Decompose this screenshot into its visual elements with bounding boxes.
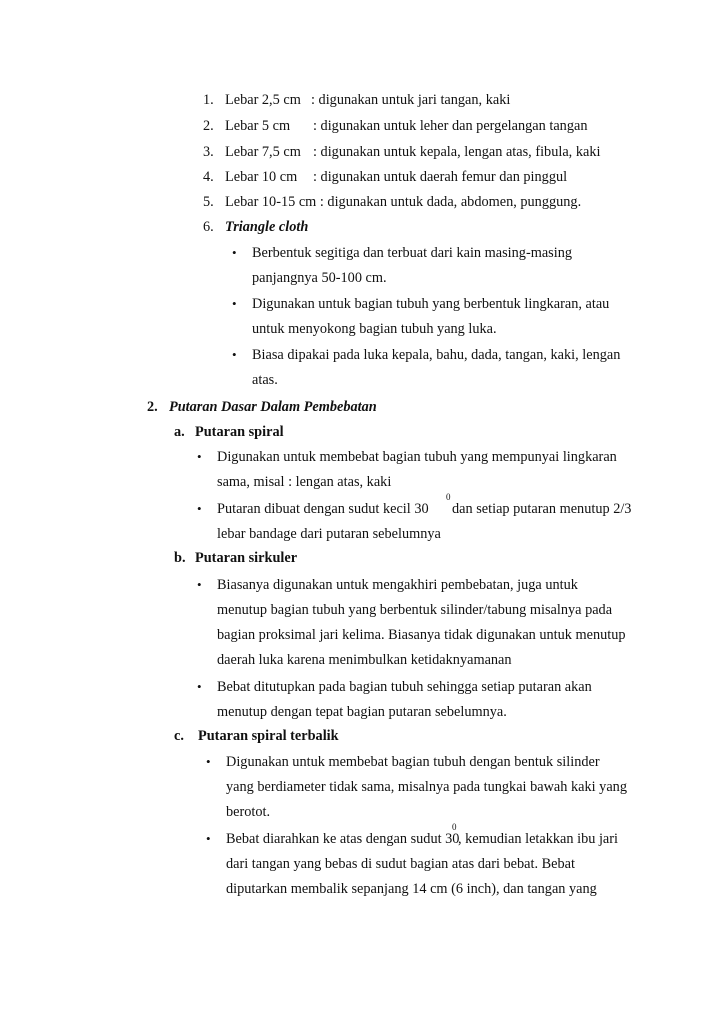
bullet-text: Digunakan untuk membebat bagian tubuh yang mempunyai lingkaran [217, 449, 617, 465]
list-number: 5. [203, 194, 214, 210]
size-description: : digunakan untuk jari tangan, kaki [311, 92, 511, 108]
bullet-icon: • [197, 679, 202, 694]
list-number: 3. [203, 144, 214, 160]
bullet-icon: • [206, 754, 211, 769]
size-label: Lebar 10-15 cm : digunakan untuk dada, abdomen, punggung. [225, 194, 582, 210]
bullet-icon: • [197, 577, 202, 592]
document-page: 1. Lebar 2,5 cm : digunakan untuk jari tangan, kaki 2. Lebar 5 cm : digunakan untuk leher dan pergelangan tangan 3. Lebar 7,5 cm : digunakan untuk kepala, lengan atas, fibula, kaki 4. Lebar 10 cm : digunakan untuk daerah femur dan pinggul 5. Lebar 10-15 cm : digunakan untuk dada, abdomen, punggung. 6. Triangle cloth • Berbentuk segitiga dan terbuat dari kain masing-masing panjangnya 50-100 cm. • Digunakan untuk bagian tubuh yang berbentuk lingkaran, atau untuk menyokong bagian tubuh yang luka. • Biasa dipakai pada luka kepala, bahu, dada, tangan, kaki, lengan atas. 2. Putaran Dasar Dalam Pembebatan a. Putaran spiral • Digunakan untuk membebat bagian tubuh yang mempunyai lingkaran sama, misal : lengan atas, kaki • Putaran dibuat dengan sudut kecil 30 0 dan setiap putaran menutup 2/3 lebar bandage dari putaran sebelumnya b. Putaran sirkuler • Biasanya digunakan untuk mengakhiri pembebatan, juga untuk menutup bagian tubuh yang berbentuk silinder/tabung misalnya pada bagian proksimal jari kelima. Biasanya tidak digunakan untuk menutup daerah luka karena menimbulkan ketidaknyamanan • Bebat ditutupkan pada bagian tubuh sehingga setiap putaran akan menutup dengan tepat bagian putaran sebelumnya. c. Putaran spiral terbalik • Digunakan untuk membebat bagian tubuh dengan bentuk silinder yang berdiameter tidak sama, misalnya pada tungkai bawah kaki yang berotot. • Bebat diarahkan ke atas dengan sudut 30 0 , kemudian letakkan ibu jari dari tangan yang bebas di sudut bagian atas dari bebat. Bebat diputarkan membalik sepanjang 14 cm (6 inch), dan tangan yang [0, 0, 728, 1030]
bullet-text-cont: panjangnya 50-100 cm. [252, 270, 387, 286]
subsection-title: Putaran sirkuler [195, 550, 298, 566]
size-label: Lebar 2,5 cm [225, 92, 301, 108]
list-number: 4. [203, 169, 214, 185]
size-label: Lebar 5 cm [225, 118, 291, 134]
bullet-text-cont: daerah luka karena menimbulkan ketidaknyamanan [217, 652, 512, 668]
bullet-text: Digunakan untuk bagian tubuh yang berbentuk lingkaran, atau [252, 296, 610, 312]
bullet-text-cont: menutup dengan tepat bagian putaran sebelumnya. [217, 704, 507, 720]
bullet-text-end: dan setiap putaran menutup 2/3 [452, 501, 632, 517]
bullet-text-cont: bagian proksimal jari kelima. Biasanya tidak digunakan untuk menutup [217, 627, 626, 643]
triangle-cloth-title: Triangle cloth [225, 219, 309, 235]
subsection-label: c. [174, 728, 184, 744]
section-title: Putaran Dasar Dalam Pembebatan [169, 399, 377, 415]
bullet-icon: • [197, 449, 202, 464]
bullet-text-cont: menutup bagian tubuh yang berbentuk silinder/tabung misalnya pada [217, 602, 613, 618]
subsection-label: a. [174, 424, 185, 440]
bullet-text: Biasa dipakai pada luka kepala, bahu, dada, tangan, kaki, lengan [252, 347, 621, 363]
size-label: Lebar 7,5 cm [225, 144, 301, 160]
bullet-text-end: , kemudian letakkan ibu jari [458, 831, 618, 847]
section-number: 2. [147, 399, 158, 415]
bullet-text: Digunakan untuk membebat bagian tubuh dengan bentuk silinder [226, 754, 600, 770]
bullet-text-cont: diputarkan membalik sepanjang 14 cm (6 inch), dan tangan yang [226, 881, 597, 897]
bullet-text-start: Bebat diarahkan ke atas dengan sudut 30 [226, 831, 460, 847]
subsection-label: b. [174, 550, 186, 566]
size-label: Lebar 10 cm [225, 169, 298, 185]
bullet-text-cont: lebar bandage dari putaran sebelumnya [217, 526, 441, 542]
bullet-text-cont: sama, misal : lengan atas, kaki [217, 474, 392, 490]
size-description: : digunakan untuk kepala, lengan atas, fibula, kaki [313, 144, 601, 160]
bullet-icon: • [232, 296, 237, 311]
bullet-text: Berbentuk segitiga dan terbuat dari kain masing-masing [252, 245, 573, 261]
bullet-text-cont: berotot. [226, 804, 271, 820]
bullet-text-cont: atas. [252, 372, 278, 388]
bullet-icon: • [232, 347, 237, 362]
bullet-text: Biasanya digunakan untuk mengakhiri pembebatan, juga untuk [217, 577, 578, 593]
size-description: : digunakan untuk leher dan pergelangan tangan [313, 118, 588, 134]
bullet-icon: • [206, 831, 211, 846]
bullet-text: Bebat ditutupkan pada bagian tubuh sehingga setiap putaran akan [217, 679, 592, 695]
bullet-icon: • [232, 245, 237, 260]
bullet-text-cont: yang berdiameter tidak sama, misalnya pada tungkai bawah kaki yang [226, 779, 627, 795]
list-number: 6. [203, 219, 214, 235]
subsection-title: Putaran spiral terbalik [198, 728, 339, 744]
bullet-text-cont: untuk menyokong bagian tubuh yang luka. [252, 321, 497, 337]
bullet-text-start: Putaran dibuat dengan sudut kecil 30 [217, 501, 429, 517]
bullet-text-cont: dari tangan yang bebas di sudut bagian atas dari bebat. Bebat [226, 856, 575, 872]
list-number: 2. [203, 118, 214, 134]
list-number: 1. [203, 92, 214, 108]
subsection-title: Putaran spiral [195, 424, 284, 440]
bullet-icon: • [197, 501, 202, 516]
size-description: : digunakan untuk daerah femur dan pinggul [313, 169, 568, 185]
